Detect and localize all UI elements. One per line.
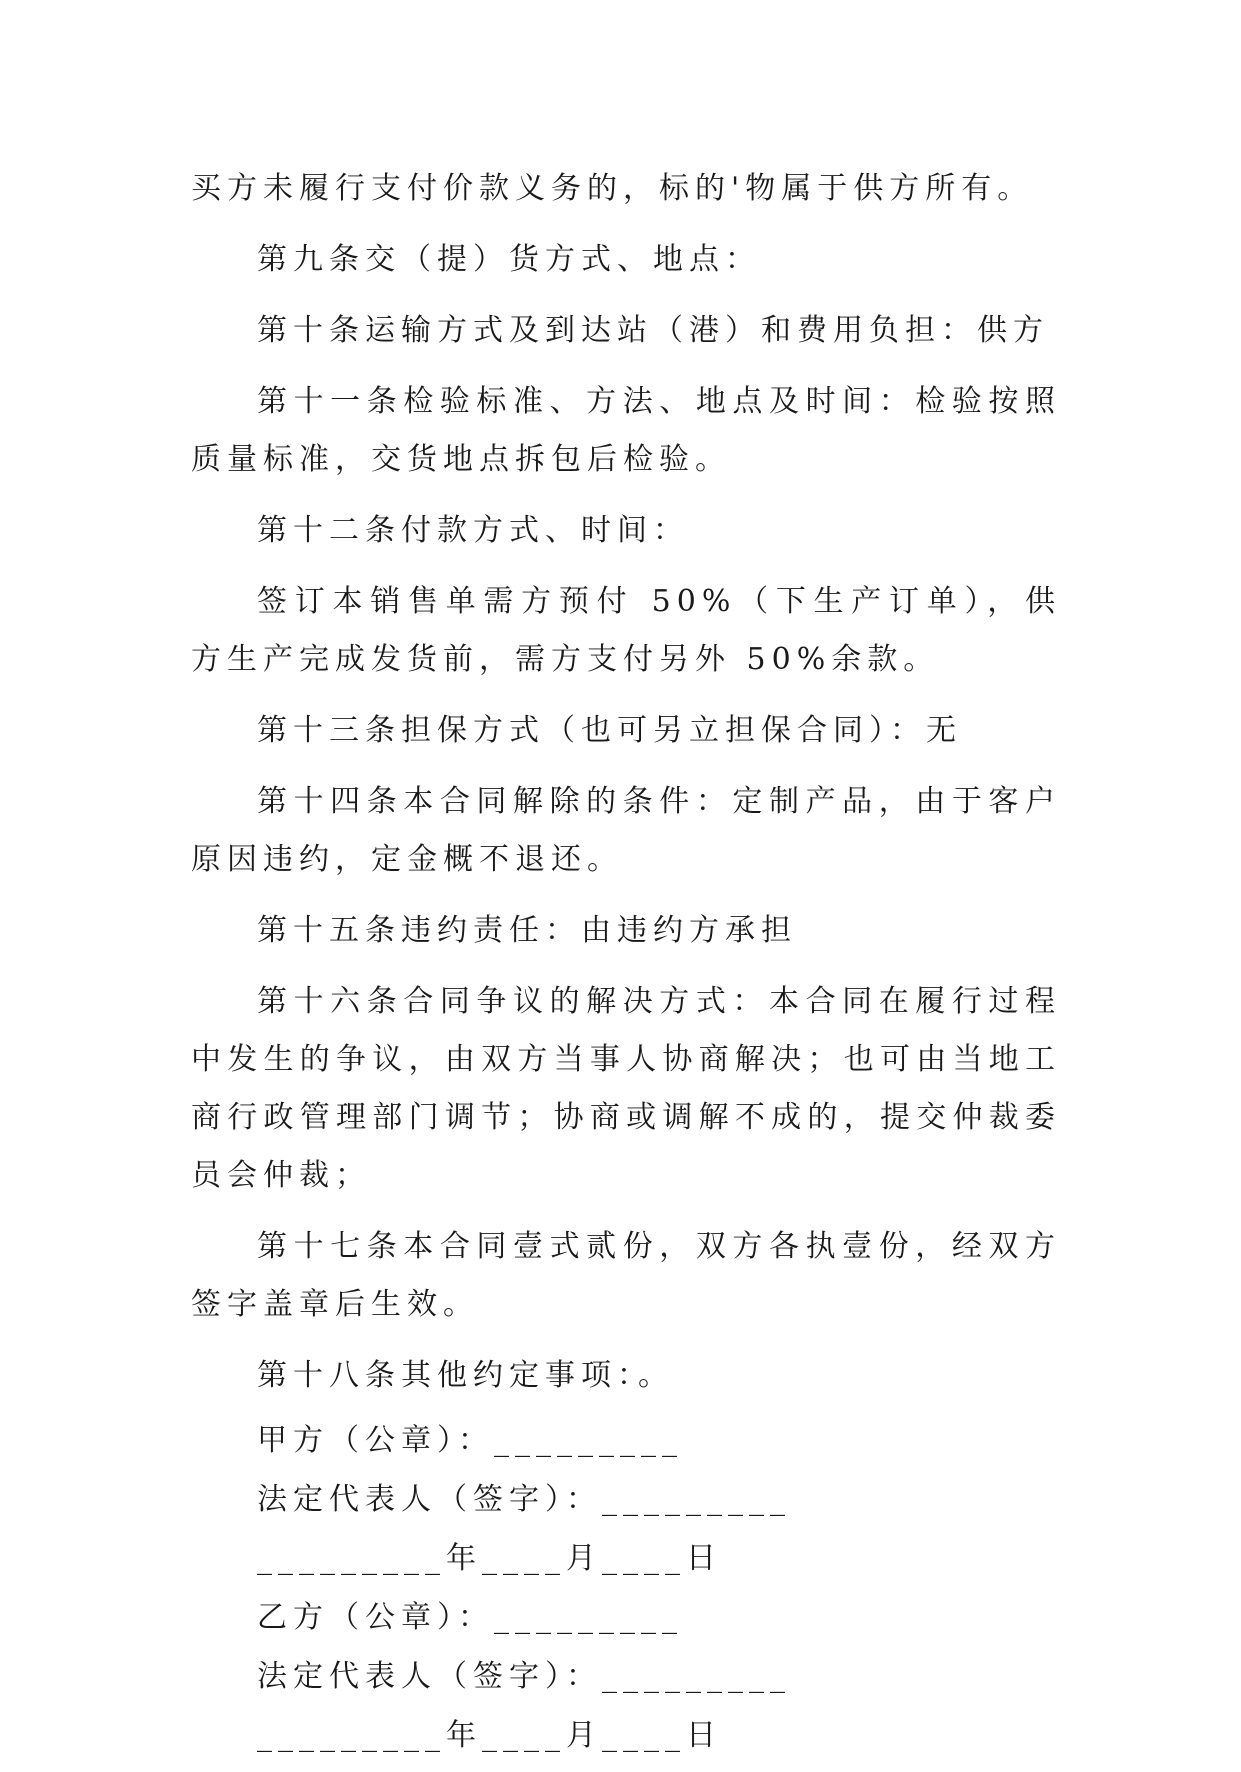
paragraph-12: 第十八条其他约定事项：。	[257, 1358, 674, 1393]
paragraph-8: 第十四条本合同解除的条件：定制产品，由于客户原因违约，定金概不退还。	[191, 784, 1061, 877]
party-a-date-line: _________年____月____日	[257, 1541, 722, 1576]
party-a-representative-line: 法定代表人（签字）：_________	[257, 1482, 791, 1517]
paragraph-4: 第十一条检验标准、方法、地点及时间：检验按照质量标准，交货地点拆包后检验。	[191, 384, 1061, 477]
party-b-representative-line: 法定代表人（签字）：_________	[257, 1659, 791, 1694]
party-a-seal-line: 甲方（公章）：_________	[257, 1423, 683, 1458]
paragraph-3: 第十条运输方式及到达站（港）和费用负担：供方	[257, 313, 1049, 348]
paragraph-10: 第十六条合同争议的解决方式：本合同在履行过程中发生的争议，由双方当事人协商解决；也可由当地工商行政管理部门调节；协商或调解不成的，提交仲裁委员会仲裁；	[191, 984, 1061, 1193]
paragraph-7: 第十三条担保方式（也可另立担保合同）：无	[257, 713, 962, 748]
paragraph-11: 第十七条本合同壹式贰份，双方各执壹份，经双方签字盖章后生效。	[191, 1229, 1061, 1322]
paragraph-2: 第九条交（提）货方式、地点：	[257, 242, 761, 277]
paragraph-5: 第十二条付款方式、时间：	[257, 513, 689, 548]
paragraph-1: 买方未履行支付价款义务的，标的'物属于供方所有。	[191, 171, 1034, 206]
paragraph-9: 第十五条违约责任：由违约方承担	[257, 913, 797, 948]
party-b-seal-line: 乙方（公章）：_________	[257, 1600, 683, 1635]
party-b-date-line: _________年____月____日	[257, 1718, 722, 1753]
paragraph-6: 签订本销售单需方预付 50%（下生产订单），供方生产完成发货前，需方支付另外 50%余款。	[191, 584, 1061, 677]
document-page	[191, 160, 1061, 1772]
